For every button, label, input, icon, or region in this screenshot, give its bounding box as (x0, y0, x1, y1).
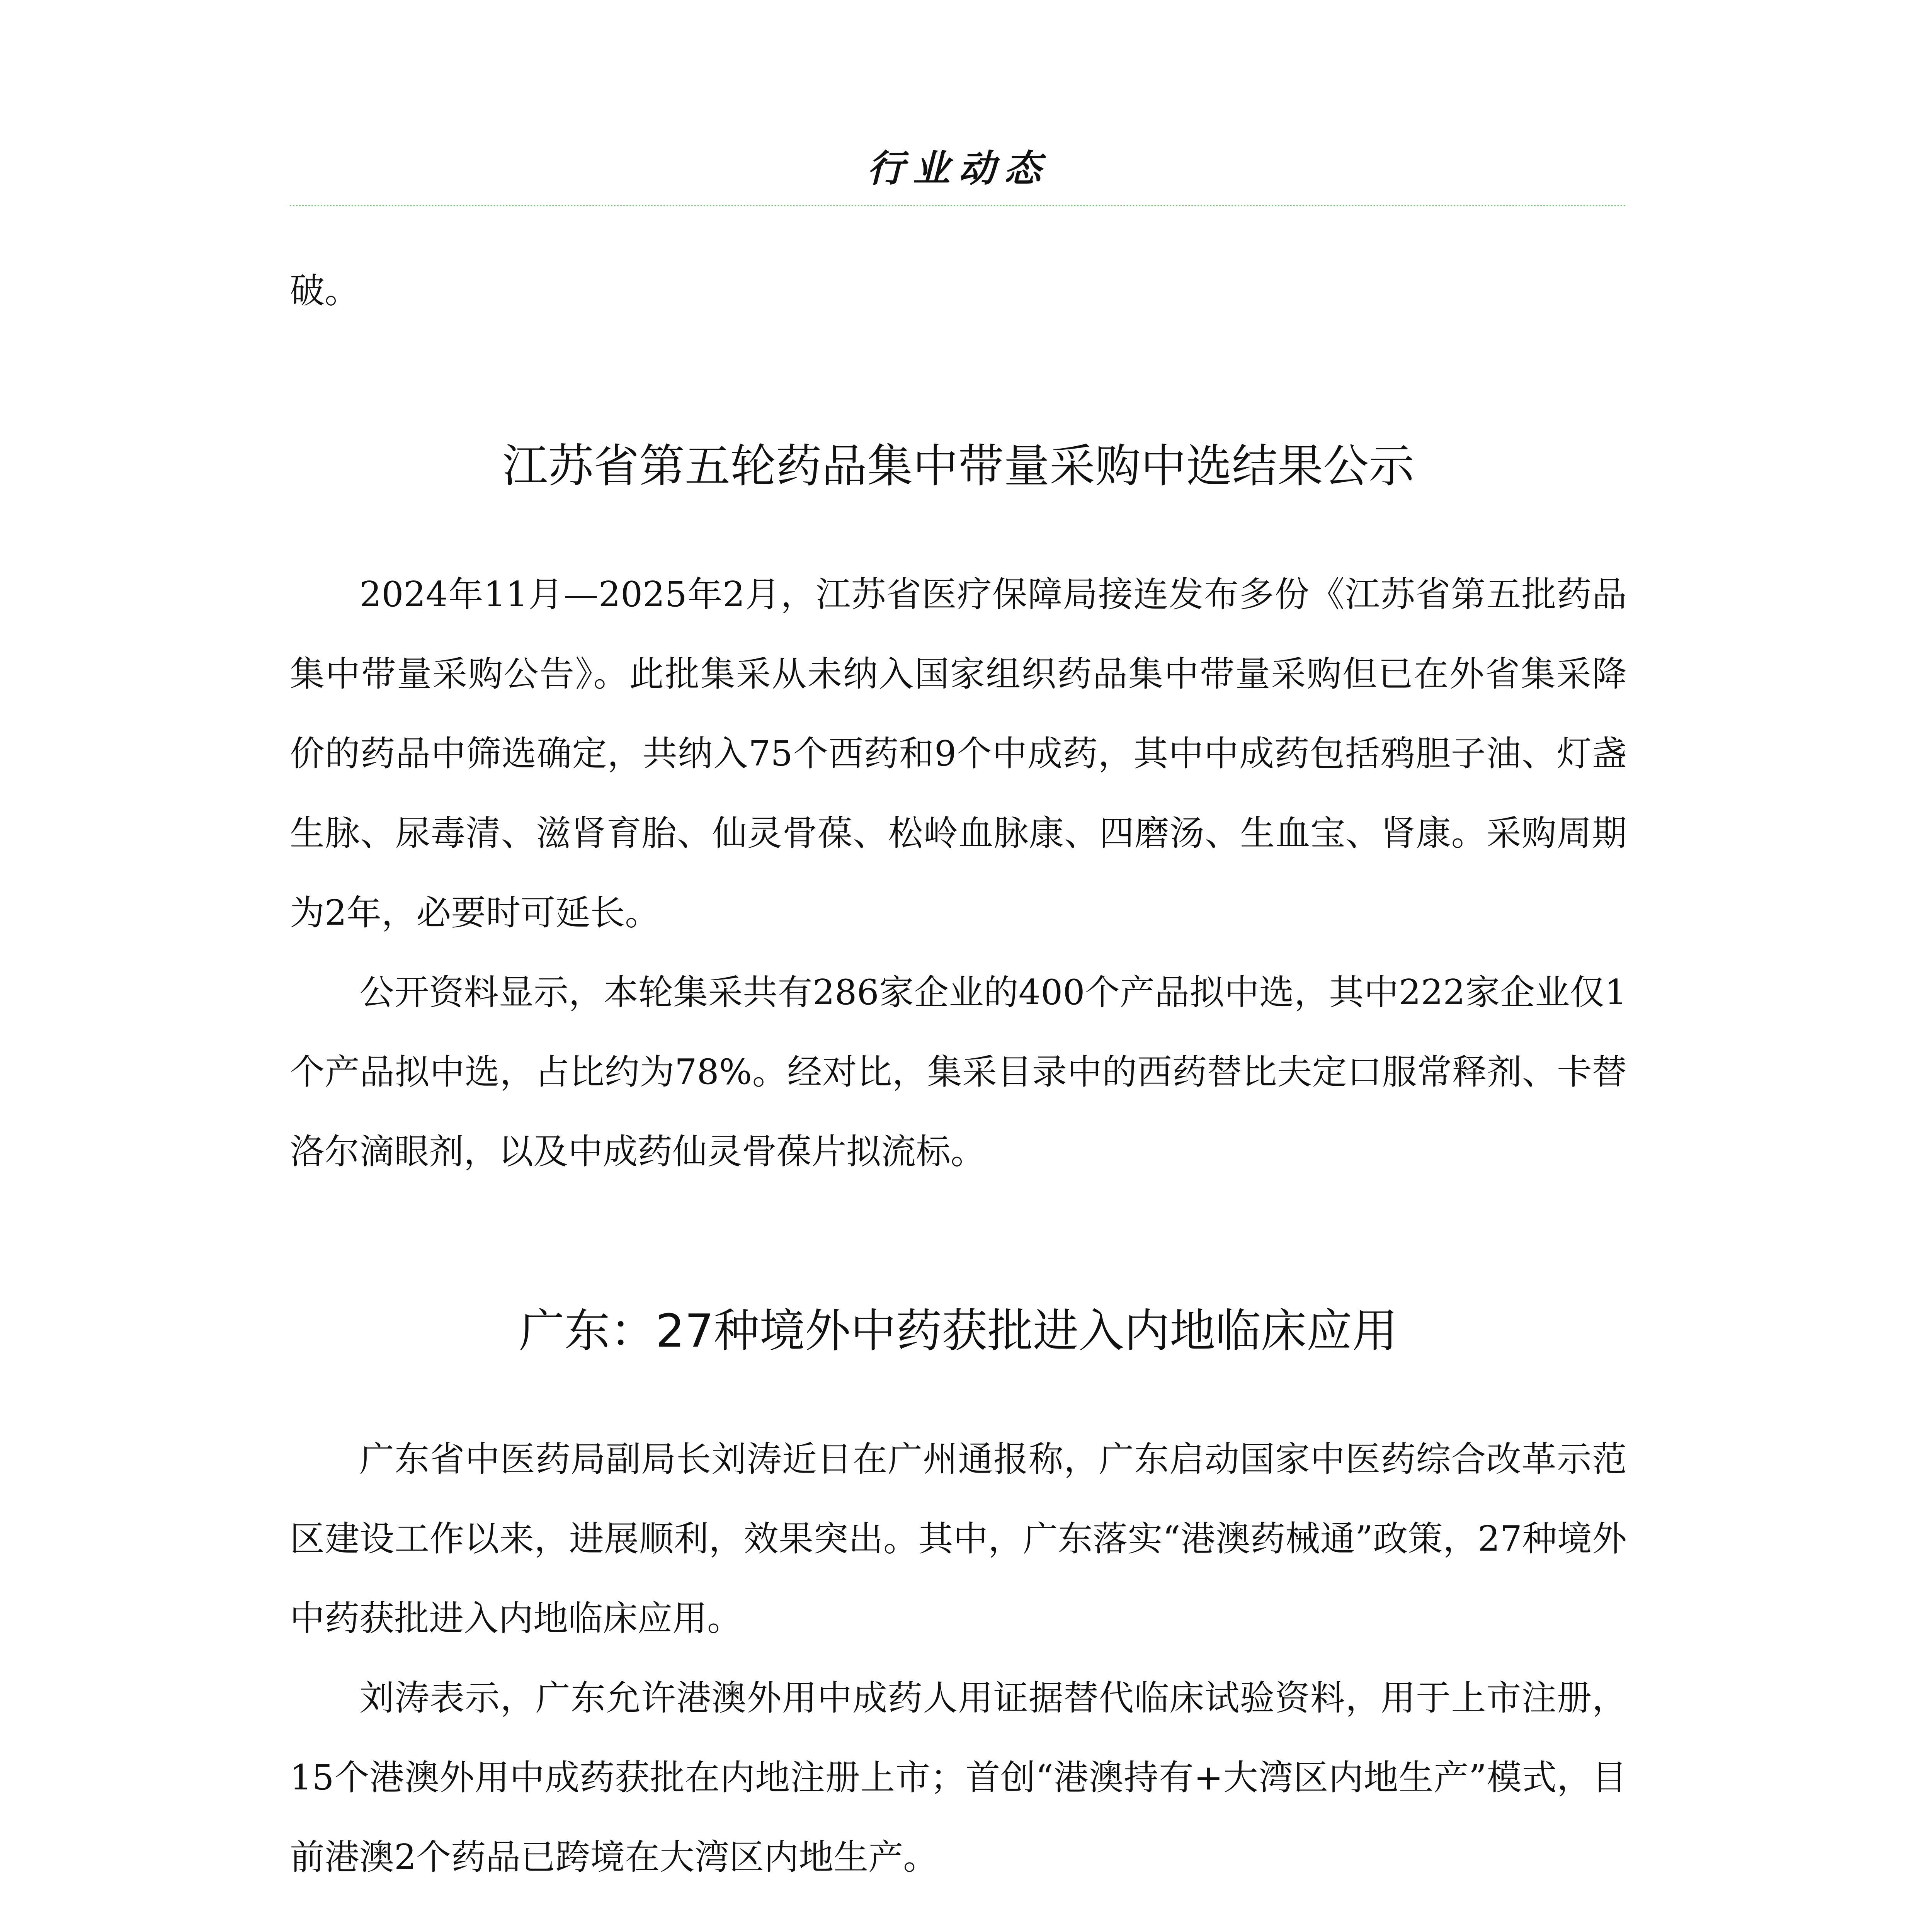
running-header: 行业动态 (867, 146, 1050, 190)
section-title-jiangsu: 江苏省第五轮药品集中带量采购中选结果公示 (502, 439, 1414, 493)
paragraph: 公开资料显示，本轮集采共有286家企业的400个产品拟中选，其中222家企业仅1个产品拟中选，占比约为78%。经对比，集采目录中的西药替比夫定口服常释剂、卡替洛尔滴眼剂，以及中成药仙灵骨葆片拟流标。 (290, 972, 1627, 1172)
section-title-guangdong: 广东：27种境外中药获批进入内地临床应用 (519, 1304, 1398, 1357)
header-divider (290, 205, 1627, 206)
paragraph: 刘涛表示，广东允许港澳外用中成药人用证据替代临床试验资料，用于上市注册，15个港澳外用中成药获批在内地注册上市；首创“港澳持有+大湾区内地生产”模式，目前港澳2个药品已跨境在大湾区内地生产。 (290, 1678, 1627, 1878)
continued-fragment: 破。 (290, 270, 359, 311)
article-body (290, 251, 1627, 1897)
paragraph: 2024年11月—2025年2月，江苏省医疗保障局接连发布多份《江苏省第五批药品集中带量采购公告》。此批集采从未纳入国家组织药品集中带量采购但已在外省集采降价的药品中筛选确定，共纳入75个西药和9个中成药，其中中成药包括鸦胆子油、灯盏生脉、尿毒清、滋肾育胎、仙灵骨葆、松岭血脉康、四磨汤、生血宝、肾康。采购周期为2年，必要时可延长。 (290, 574, 1627, 933)
paragraph: 广东省中医药局副局长刘涛近日在广州通报称，广东启动国家中医药综合改革示范区建设工作以来，进展顺利，效果突出。其中，广东落实“港澳药械通”政策，27种境外中药获批进入内地临床应用。 (290, 1439, 1627, 1639)
